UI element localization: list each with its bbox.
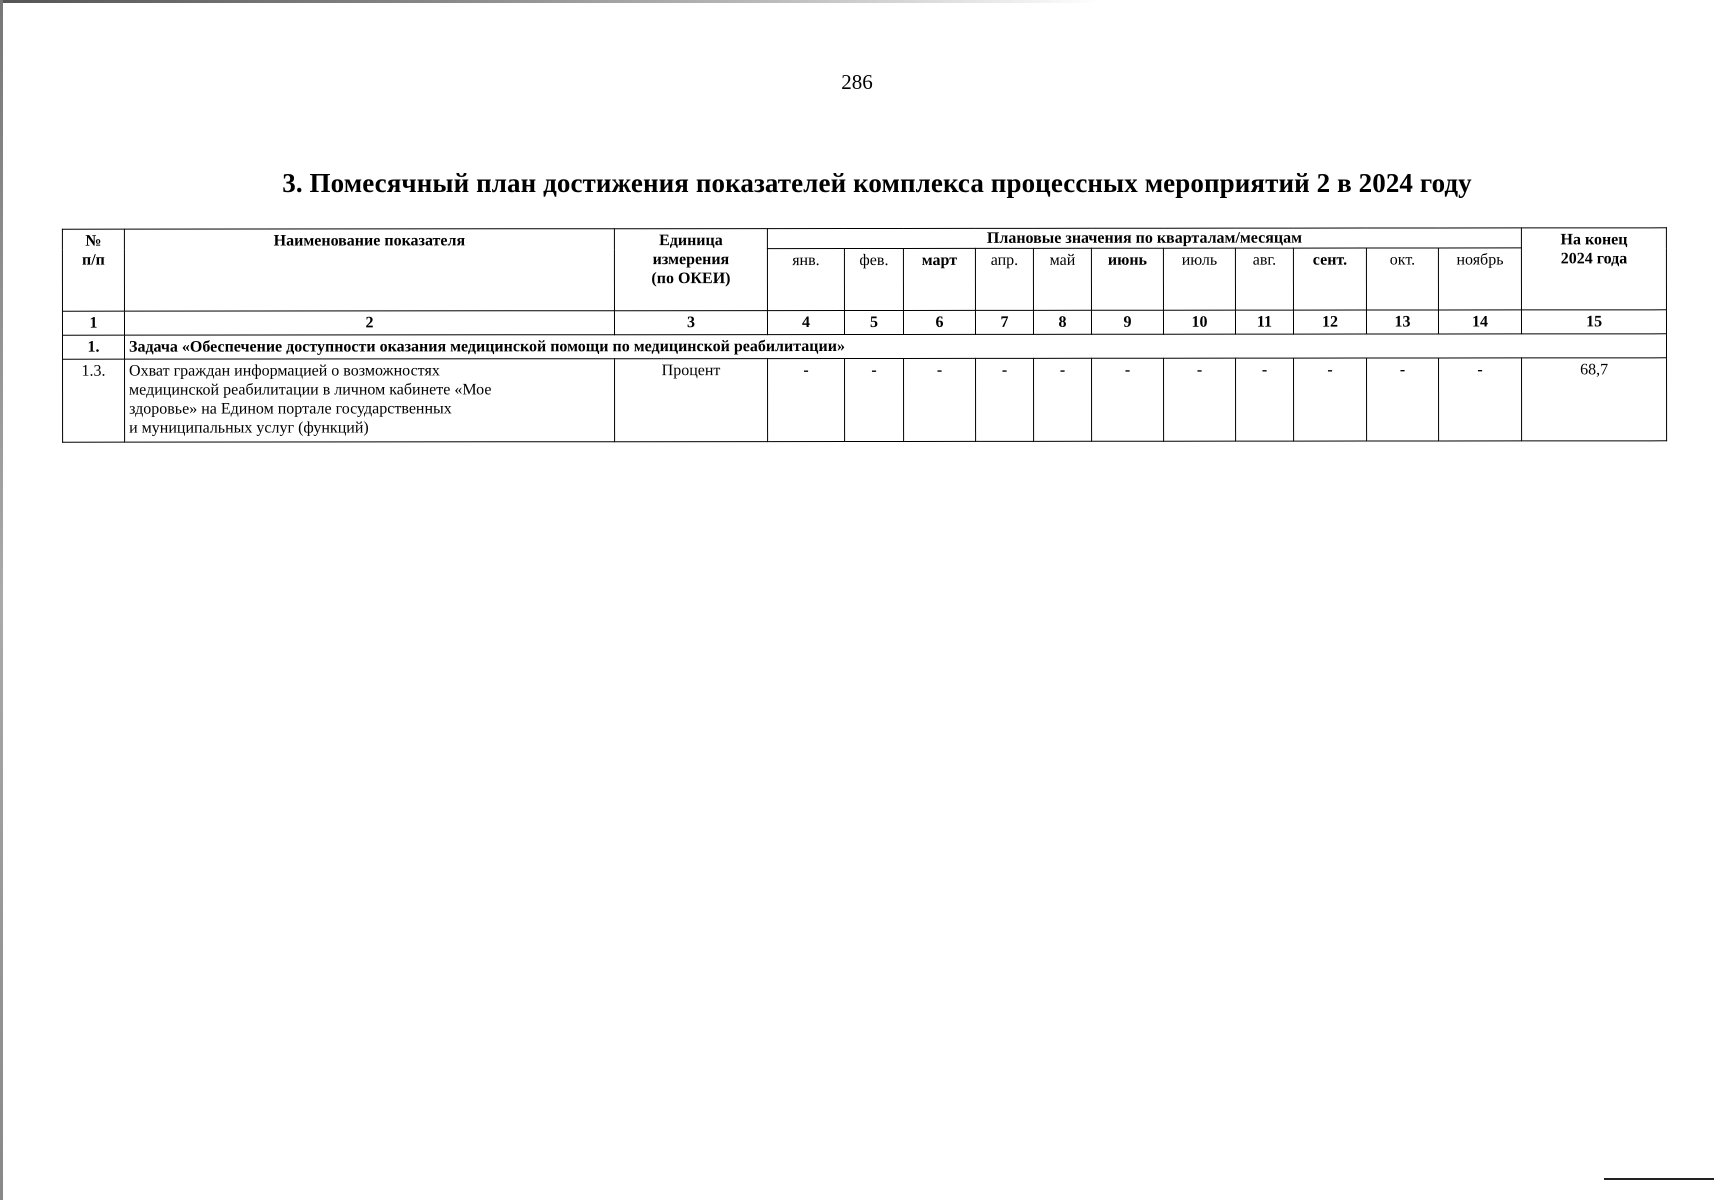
- column-number: 5: [844, 310, 903, 334]
- monthly-value: -: [904, 358, 976, 441]
- row-number: 1.3.: [63, 359, 125, 442]
- monthly-value: -: [845, 358, 904, 441]
- month-header: авг.: [1235, 248, 1293, 310]
- monthly-value: -: [976, 358, 1034, 441]
- month-header: июль: [1163, 248, 1235, 310]
- column-number: 1: [62, 311, 124, 335]
- column-number: 6: [903, 310, 975, 334]
- monthly-value: -: [1367, 358, 1439, 441]
- column-number-row: [62, 310, 1666, 335]
- scan-edge-top: [0, 0, 1100, 3]
- indicator-plan-table: [62, 227, 1667, 442]
- col-header-unit: Единица измерения (по ОКЕИ): [614, 229, 767, 311]
- column-number: 8: [1033, 310, 1091, 334]
- column-number: 7: [975, 310, 1033, 334]
- monthly-value: -: [1294, 358, 1367, 441]
- page-number: 286: [841, 70, 873, 94]
- column-number: 15: [1522, 310, 1667, 334]
- column-number: 2: [124, 311, 614, 335]
- month-header: янв.: [767, 249, 844, 311]
- month-header: ноябрь: [1438, 248, 1521, 310]
- task-number: 1.: [62, 335, 124, 359]
- column-number: 14: [1438, 310, 1521, 334]
- monthly-value: -: [768, 359, 845, 442]
- col-header-number: № п/п: [62, 229, 124, 311]
- month-header: окт.: [1366, 248, 1438, 310]
- end-of-year-value: 68,7: [1522, 358, 1667, 441]
- column-number: 12: [1293, 310, 1366, 334]
- monthly-value: -: [1236, 358, 1294, 441]
- indicator-name: Охват граждан информацией о возможностях медицинской реабилитации в личном кабинете «Мое здоровье» на Едином портале государственных и муниципальных услуг (функций): [125, 359, 615, 442]
- document-title: 3. Помесячный план достижения показателей комплекса процессных мероприятий 2 в 2024 году: [282, 168, 1472, 198]
- month-header: май: [1033, 248, 1091, 310]
- month-header: апр.: [975, 248, 1033, 310]
- month-header: сент.: [1293, 248, 1366, 310]
- column-number: 10: [1163, 310, 1235, 334]
- monthly-value: -: [1439, 358, 1522, 441]
- column-number: 4: [767, 311, 844, 335]
- column-number: 9: [1091, 310, 1163, 334]
- task-row: [62, 334, 1666, 359]
- table-row: [63, 358, 1667, 442]
- col-header-plan-values: Плановые значения по кварталам/месяцам: [767, 228, 1521, 249]
- unit-value: Процент: [615, 359, 768, 442]
- monthly-value: -: [1092, 358, 1164, 441]
- month-header: июнь: [1091, 248, 1163, 310]
- month-header: март: [903, 248, 975, 310]
- column-number: 3: [614, 311, 767, 335]
- monthly-value: -: [1164, 358, 1236, 441]
- task-title: Задача «Обеспечение доступности оказания медицинской помощи по медицинской реабилитации»: [124, 334, 1666, 359]
- month-header: фев.: [844, 248, 903, 310]
- monthly-value: -: [1034, 358, 1092, 441]
- scan-edge-bottom-right: [1604, 1178, 1714, 1180]
- col-header-name: Наименование показателя: [124, 229, 614, 311]
- column-number: 13: [1366, 310, 1438, 334]
- column-number: 11: [1235, 310, 1293, 334]
- header-row-1: [62, 228, 1666, 249]
- col-header-end-of-year: На конец 2024 года: [1521, 228, 1666, 310]
